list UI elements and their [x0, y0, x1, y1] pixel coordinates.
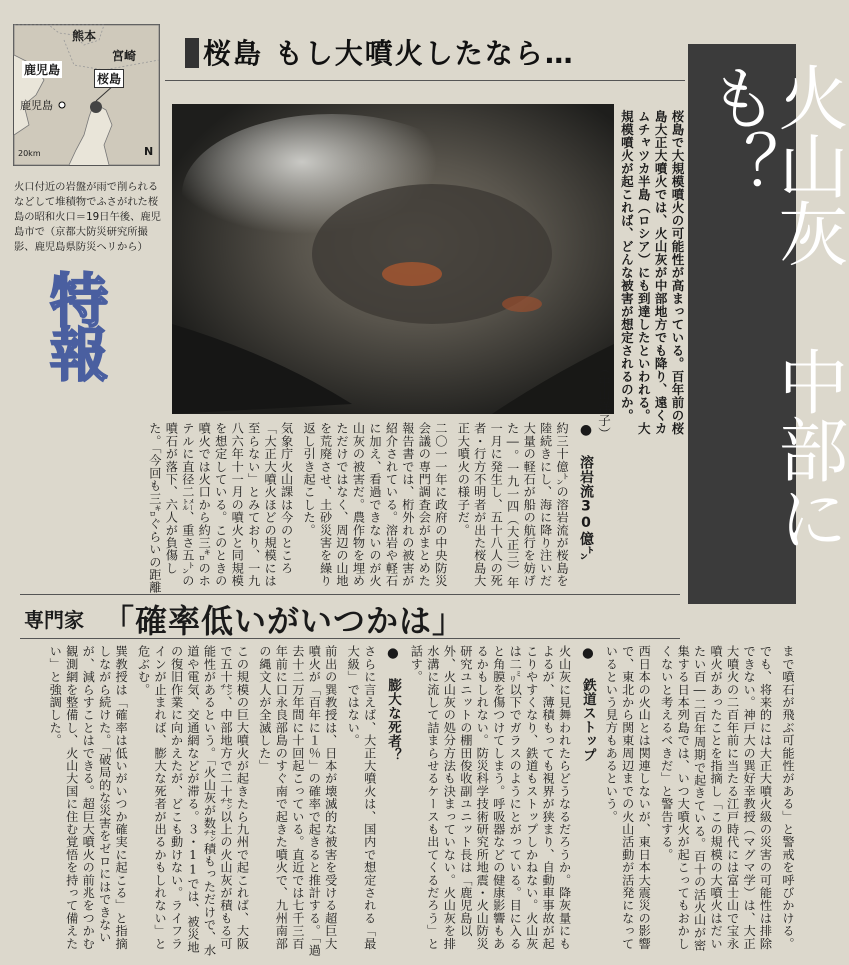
paragraph: さらに言えば、大正大噴火は、国内で想定される「最大級」ではない。	[346, 645, 377, 950]
rule	[20, 638, 680, 639]
expert-quote: 「確率低いがいつかは」	[102, 602, 466, 640]
map-label-miyazaki: 宮崎	[112, 49, 137, 63]
map-scale: 20km	[18, 149, 41, 158]
map-graphic	[14, 25, 159, 165]
topic-marker	[185, 38, 199, 68]
paragraph: 西日本の火山とは関連しないが、東日本大震災の影響で、東北から関東周辺までの火山活動が活発になっているという見方もあるという。	[604, 645, 652, 950]
photo-caption: 火口付近の岩盤が雨で削られるなどして堆積物でふさがれた桜島の昭和火口＝19日午後、鹿児島市で（京都大防災研究所撮影、鹿児島県防災ヘリから）	[14, 181, 161, 253]
tokuho-text: 特報	[40, 270, 108, 378]
topic-title: 桜島 もし大噴火したなら…	[203, 37, 575, 70]
article-section-expert	[14, 645, 796, 957]
paragraph: 約三十億㌧の溶岩流が桜島を陸続きにし、海に降り注いだ大量の軽石が船の航行を妨げた―。一九一四（大正三）年一月に発生し、五十八人の死者・行方不明者が出た桜島大正大噴火の様子だ。	[456, 422, 570, 589]
expert-label: 専門家	[24, 608, 84, 632]
paragraph: でも、将来的には大正大噴火級の災害の可能性は排除できない。神戸大の巽好幸教授（マグマ学）は、大正大噴火の二百年前に当たる江戸時代には富士山で宝永噴火があったことを指摘し「この規模の大噴火はだいたい百―二百年周期で起きている。百十の活火山が密集する日本列島では、いつ大噴火が起こってもおかしくないと考えるべきだ」と警告する。	[659, 645, 773, 952]
paragraph: 巽教授は「確率は低いがいつか確実に起こる」と指摘しながら続けた。「破局的な災害をゼロにはできないが、減らすことはできる。超巨大噴火の前兆をつかむ観測網を整備し、火山大国に住む覚悟を持って備えたい」と強調した。	[48, 645, 129, 950]
byline: （中山洋子）	[596, 362, 612, 440]
north-arrow-icon: N	[144, 145, 154, 158]
paragraph: まで噴石が飛ぶ可能性がある」と警戒を呼びかける。	[781, 645, 795, 950]
rule	[20, 594, 680, 595]
tokuho-badge	[40, 270, 135, 410]
paragraph: 前出の巽教授は、日本が壊滅的な被害を受ける超巨大噴火が「百年に１％」の確率で起きると推計する。「過去十二万年間に十回起こっている。直近では七千三百年前に口永良部島のすぐ南で起きた噴火で、九州南部の縄文人が全滅した」	[257, 645, 338, 957]
paragraph: 二〇一一年に政府の中央防災会議の専門調査会がまとめた報告書では、桁外れの被害が紹介されている。溶岩や軽石に加え、看過できないのが火山灰の被害だ。農作物を埋めただけではなく、周辺の山地を荒廃させ、土砂災害を繰り返し引き起こした。	[302, 422, 448, 588]
section-heading-rail: ● 鉄道ストップ	[579, 645, 596, 762]
map-label-kagoshima-city: 鹿児島	[20, 99, 53, 112]
headline-banner	[688, 44, 849, 604]
map-label-kagoshima-pref: 鹿児島	[24, 63, 61, 77]
crater-photo	[172, 104, 614, 414]
expert-headline	[20, 594, 680, 638]
topic-header	[165, 28, 685, 82]
location-map	[13, 24, 160, 166]
lead-paragraph	[596, 110, 685, 440]
topic-rule	[165, 80, 685, 81]
paragraph: 気象庁火山課は今のところ「大正大噴火ほどの規模には至らない」とみており、一九八六年十一月の噴火と同規模を想定している。このときの噴火では火口から約三㌔のホテルに直径二㍍、重さ五㌧の噴石が落下、六人が負傷した。「今回も三㌔ぐらいの距離	[147, 422, 294, 594]
map-label-sakurajima: 桜島	[94, 69, 124, 88]
article-section-lava	[147, 422, 595, 598]
map-label-kumamoto: 熊本	[72, 29, 97, 43]
lead-text: 桜島で大規模噴火の可能性が高まっている。百年前の桜島大正大噴火では、火山灰が中部地方でも降り、遠くカムチャツカ半島（ロシア）にも到達したといわれる。大規模噴火が起これば、どんな被害が想定されるのか。	[619, 110, 685, 435]
paragraph: 火山灰に見舞われたらどうなるだろうか。降灰量にもよるが、薄積もっても視界が狭まり、自動車事故が起こりやすくなり、鉄道もストップしかねない。火山灰は二㍉以下でガラスのようにとがっている。目に入ると角膜を傷つけてしまう。呼吸器などの健康影響もあるかもしれない。防災科学技術研究所地震・火山防災研究ユニットの棚田俊收副ユニット長は「鹿児島以外、火山灰の処分方法も決まっていない。火山灰を排水溝に流して詰まらせるケースも出てくるだろう」と話す。	[409, 645, 572, 950]
section-heading-lava: ● 溶岩流30億㌧	[578, 422, 594, 561]
paragraph: この規模の巨大噴火が起きたら九州で起これば、大阪で五十㌢、中部地方で二十㌢以上の火山灰が積もる可能性があるという。「火山灰が数㌢積もっただけで、水道や電気、交通網などが滞る。３・11では、被災地の復旧作業に向かえたが、どこも動けない。ライフラインが止まれば、膨大な死者が出るかもしれない」と危ぶむ。	[136, 645, 250, 957]
main-headline: 火山灰 中部にも？	[697, 62, 849, 550]
section-heading-deaths: ● 膨大な死者？	[384, 645, 401, 762]
crater-photo-image	[172, 104, 614, 414]
